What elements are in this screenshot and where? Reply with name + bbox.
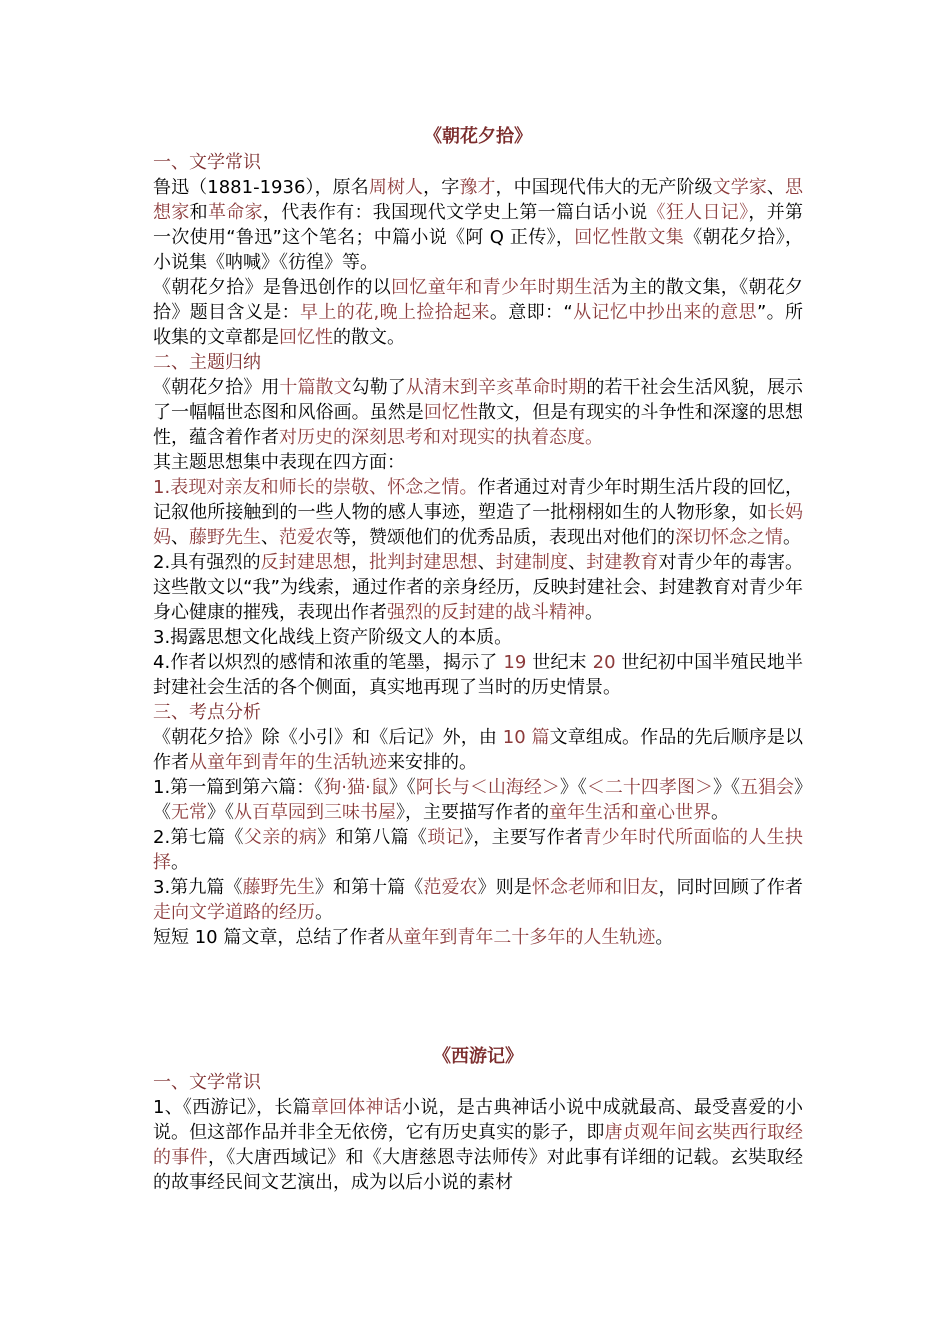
text-run: 。 bbox=[315, 902, 333, 923]
text-run: 世纪末 bbox=[526, 652, 593, 673]
highlighted-text: 《狂人日记》 bbox=[647, 202, 749, 223]
text-run: 为主的散文集，《朝花夕拾》题目含义是： bbox=[153, 277, 804, 323]
highlighted-text: 1.表现对亲友和师长的崇敬、怀念之情。 bbox=[153, 477, 478, 498]
heading-literary-knowledge: 一、文学常识 bbox=[153, 152, 261, 173]
highlighted-text: 范爱农 bbox=[279, 527, 333, 548]
highlighted-text: 早上的花,晚上捡拾起来 bbox=[300, 302, 490, 323]
text-run: 》和第十篇《 bbox=[314, 877, 424, 898]
highlighted-text: ＜二十四孝图＞ bbox=[586, 777, 713, 798]
text-run: 、 bbox=[766, 177, 786, 198]
text-run: 。 bbox=[783, 527, 801, 548]
paragraph bbox=[153, 1095, 803, 1195]
text-run: 2.第七篇《 bbox=[153, 827, 244, 848]
highlighted-text: 从百草园到三味书屋 bbox=[234, 802, 396, 823]
text-run: 《朝花夕拾》是鲁迅创作的以 bbox=[153, 277, 392, 298]
text-run: ，中国现代伟大的无产阶级 bbox=[495, 177, 713, 198]
highlighted-text: 父亲的病 bbox=[243, 827, 318, 848]
highlighted-text: 从记忆中抄出来的意思 bbox=[572, 302, 757, 323]
highlighted-text: 琐记 bbox=[427, 827, 464, 848]
text-run: 作者通过对青少年时期生活片段的回忆，记叙他所接触到的一些人物的感人事迹，塑造了一批栩栩如生的人物形象，如 bbox=[153, 477, 803, 523]
highlighted-text: 从清末到辛亥革命时期 bbox=[405, 377, 587, 398]
highlighted-text: 豫才 bbox=[459, 177, 496, 198]
highlighted-text: 封建制度 bbox=[495, 552, 569, 573]
text-run: 《朝花夕拾》除《小引》和《后记》外，由 bbox=[153, 727, 503, 748]
text-run: 》《 bbox=[153, 777, 804, 823]
paragraph bbox=[153, 275, 803, 350]
text-run: 》《 bbox=[388, 777, 416, 798]
highlighted-text: 回忆童年和青少年时期生活 bbox=[391, 277, 611, 298]
highlighted-text: 10 篇 bbox=[502, 727, 550, 748]
highlighted-text: 童年生活和童心世界 bbox=[549, 802, 711, 823]
text-run: 的散文。 bbox=[333, 327, 405, 348]
highlighted-text: 五猖会 bbox=[740, 777, 795, 798]
text-run: 小说，是古典神话小说中成就最高、最受喜爱的小说。但这部作品并非全无依傍，它有历史真实的影子，即 bbox=[153, 1097, 803, 1143]
text-run: 1、《西游记》，长篇 bbox=[153, 1097, 311, 1118]
paragraph bbox=[153, 725, 803, 775]
highlighted-text: 怀念老师和旧友 bbox=[531, 877, 659, 898]
paragraph bbox=[153, 375, 803, 450]
text-run: 》，主要写作者 bbox=[463, 827, 584, 848]
text-run: 来安排的。 bbox=[387, 752, 477, 773]
text-run: ，并第一次使用“鲁迅”这个笔名；中篇小说《阿 Q 正传》， bbox=[153, 202, 804, 248]
text-run: ， bbox=[351, 552, 370, 573]
highlighted-text: 走向文学道路的经历 bbox=[153, 902, 315, 923]
highlighted-text: 19 bbox=[503, 652, 527, 673]
text-run: ，字 bbox=[423, 177, 460, 198]
text-run: 文章组成。作品的先后顺序是以作者 bbox=[153, 727, 803, 773]
text-run: 、 bbox=[477, 552, 496, 573]
section-title: 《朝花夕拾》 bbox=[424, 126, 532, 147]
paragraph bbox=[153, 875, 803, 925]
paragraph bbox=[153, 550, 803, 625]
highlighted-text: 回忆性 bbox=[423, 402, 479, 423]
text-run: 1.第一篇到第六篇：《 bbox=[153, 777, 324, 798]
text-run: ，代表作有：我国现代文学史上第一篇白话小说 bbox=[262, 202, 648, 223]
text-run: ，同时回顾了作者 bbox=[658, 877, 804, 898]
text-run: 3.揭露思想文化战线上资产阶级文人的本质。 bbox=[153, 627, 513, 648]
text-run: 鲁迅（1881-1936），原名 bbox=[153, 177, 369, 198]
paragraph bbox=[153, 925, 803, 950]
text-run: ”。所收集的文章都是 bbox=[153, 302, 804, 348]
highlighted-text: 狗·猫·鼠 bbox=[323, 777, 389, 798]
text-run: 4.作者以炽烈的感情和浓重的笔墨，揭示了 bbox=[153, 652, 504, 673]
highlighted-text: 章回体神话 bbox=[310, 1097, 403, 1118]
highlighted-text: 革命家 bbox=[207, 202, 263, 223]
text-run: 》，主要描写作者的 bbox=[396, 802, 549, 823]
paragraph bbox=[153, 175, 803, 275]
section-title: 《西游记》 bbox=[433, 1046, 523, 1067]
text-run: 勾勒了 bbox=[351, 377, 406, 398]
highlighted-text: 反封建思想 bbox=[260, 552, 352, 573]
paragraph bbox=[153, 650, 803, 700]
text-run: ，《大唐西域记》和《大唐慈恩寺法师传》对此事有详细的记载。玄奘取经的故事经民间文艺演出，成为以后小说的素材 bbox=[153, 1147, 804, 1193]
highlighted-text: 无常 bbox=[171, 802, 207, 823]
section-zhaohuaxishi bbox=[153, 124, 803, 950]
text-run: 》《 bbox=[207, 802, 234, 823]
highlighted-text: 20 bbox=[592, 652, 616, 673]
text-run: 《朝花夕拾》，小说集《呐喊》《彷徨》等。 bbox=[153, 227, 804, 273]
text-run: 其主题思想集中表现在四方面： bbox=[153, 452, 405, 473]
paragraph bbox=[153, 450, 803, 475]
highlighted-text: 从童年到青年二十多年的人生轨迹 bbox=[385, 927, 656, 948]
heading-literary-knowledge: 一、文学常识 bbox=[153, 1072, 261, 1093]
text-run: 。 bbox=[171, 852, 189, 873]
paragraph bbox=[153, 825, 803, 875]
paragraph bbox=[153, 775, 803, 825]
text-run: 世纪初中国半殖民地半封建社会生活的各个侧面，真实地再现了当时的历史情景。 bbox=[153, 652, 803, 698]
text-run: 。 bbox=[711, 802, 729, 823]
highlighted-text: 十篇散文 bbox=[279, 377, 352, 398]
heading-exam-points: 三、考点分析 bbox=[153, 702, 261, 723]
text-run: 《朝花夕拾》用 bbox=[153, 377, 280, 398]
highlighted-text: 阿长与＜山海经＞ bbox=[415, 777, 560, 798]
text-run: 散文，但是有现实的斗争性和深邃的思想性，蕴含着作者 bbox=[153, 402, 804, 448]
text-run: 对青少年的毒害。这些散文以“我”为线索，通过作者的亲身经历，反映封建社会、封建教育对青少年身心健康的摧残，表现出作者 bbox=[153, 552, 804, 623]
text-run: 。 bbox=[655, 927, 674, 948]
text-run: 、 bbox=[171, 527, 189, 548]
text-run: 》《 bbox=[712, 777, 740, 798]
text-run: 。意即：“ bbox=[489, 302, 573, 323]
text-run: 、 bbox=[568, 552, 587, 573]
text-run: 3.第九篇《 bbox=[153, 877, 243, 898]
highlighted-text: 深切怀念之情 bbox=[675, 527, 783, 548]
highlighted-text: 藤野先生 bbox=[242, 877, 315, 898]
highlighted-text: 唐贞观年间玄奘西行取经的事件 bbox=[153, 1122, 804, 1168]
highlighted-text: 回忆性 bbox=[279, 327, 333, 348]
paragraph bbox=[153, 475, 803, 550]
text-run: 》和第八篇《 bbox=[317, 827, 428, 848]
highlighted-text: 思想家 bbox=[153, 177, 804, 223]
highlighted-text: 青少年时代所面临的人生抉择 bbox=[153, 827, 804, 873]
paragraph bbox=[153, 625, 803, 650]
text-run: 和 bbox=[189, 202, 208, 223]
highlighted-text: 强烈的反封建的战斗精神 bbox=[387, 602, 585, 623]
highlighted-text: 周树人 bbox=[368, 177, 424, 198]
text-run: 的若干社会生活风貌，展示了一幅幅世态图和风俗画。虽然是 bbox=[153, 377, 804, 423]
section-xiyouji bbox=[153, 1044, 803, 1195]
highlighted-text: 从童年到青年的生活轨迹 bbox=[189, 752, 387, 773]
highlighted-text: 封建教育 bbox=[586, 552, 659, 573]
highlighted-text: 批判封建思想 bbox=[369, 552, 478, 573]
highlighted-text: 文学家 bbox=[712, 177, 767, 198]
text-run: 等，赞颂他们的优秀品质，表现出对他们的 bbox=[333, 527, 675, 548]
text-run: 、 bbox=[261, 527, 279, 548]
highlighted-text: 范爱农 bbox=[423, 877, 478, 898]
highlighted-text: 对历史的深刻思考和对现实的执着态度。 bbox=[279, 427, 603, 448]
heading-theme-summary: 二、主题归纳 bbox=[153, 352, 261, 373]
highlighted-text: 藤野先生 bbox=[189, 527, 261, 548]
text-run: 》则是 bbox=[477, 877, 532, 898]
highlighted-text: 回忆性散文集 bbox=[574, 227, 685, 248]
highlighted-text: 长妈妈 bbox=[153, 502, 804, 548]
text-run: 短短 10 篇文章，总结了作者 bbox=[153, 927, 386, 948]
text-run: 2.具有强烈的 bbox=[153, 552, 261, 573]
text-run: 。 bbox=[585, 602, 603, 623]
text-run: 》《 bbox=[559, 777, 587, 798]
